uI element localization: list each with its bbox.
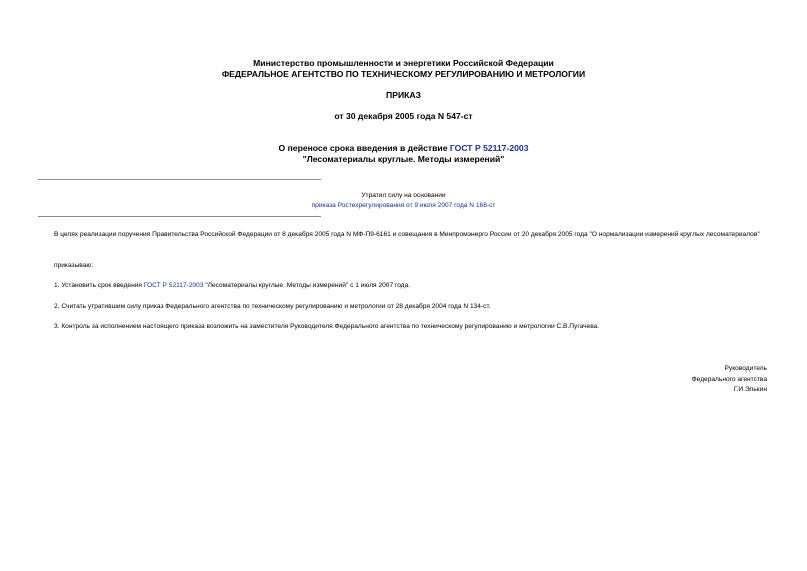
intro-paragraph — [38, 230, 774, 239]
divider-top — [38, 179, 321, 180]
item1-prefix: 1. Установить срок введения — [54, 282, 144, 289]
item-2 — [38, 302, 774, 311]
subject-prefix: О переносе срока введения в действие — [278, 143, 450, 153]
intro-text: В целях реализации поручения Правительства Российской Федерации от 8 декабря 2005 года N МФ-П9-6161 и совещания в Минпромэнерго России от 20 декабря 2005 года "О нормализации измерений круглых лесоматериалов" — [54, 231, 760, 238]
divider-bottom — [38, 216, 321, 217]
repeal-notice-line — [0, 201, 807, 210]
order-word: приказываю: — [54, 262, 94, 269]
date-line: от 30 декабря 2005 года N 547-ст — [334, 111, 473, 121]
subject-title: "Лесоматериалы круглые. Методы измерений" — [302, 154, 505, 164]
ministry-heading: Министерство промышленности и энергетики Российской Федерации — [253, 58, 554, 68]
item3-text: 3. Контроль за исполнением настоящего приказа возложить на заместителя Руководителя Федерального агентства по техническому регулированию и метрологии С.В.Пугачева. — [54, 323, 600, 330]
signature-title: Руководитель — [724, 365, 767, 372]
signature-agency: Федерального агентства — [691, 376, 767, 383]
signature-name: Г.И.Элькин — [733, 386, 767, 393]
item-1 — [38, 281, 774, 290]
item-3 — [38, 322, 774, 331]
item2-text: 2. Считать утратившим силу приказ Федерального агентства по техническому регулированию и метрологии от 28 декабря 2004 года N 134-ст. — [54, 303, 491, 310]
subject-line — [0, 143, 807, 154]
gost-link[interactable]: ГОСТ Р 52117-2003 — [449, 143, 529, 153]
doc-type-heading: ПРИКАЗ — [386, 90, 421, 100]
agency-heading: ФЕДЕРАЛЬНОЕ АГЕНТСТВО ПО ТЕХНИЧЕСКОМУ РЕГУЛИРОВАНИЮ И МЕТРОЛОГИИ — [221, 69, 586, 79]
item1-gost-link[interactable]: ГОСТ Р 52117-2003 — [143, 282, 204, 289]
item1-suffix: "Лесоматериалы круглые. Методы измерений" с 1 июля 2007 года. — [203, 282, 411, 289]
repeal-order-link[interactable]: приказа Ростехрегулирования от 9 июля 2007 года N 168-ст — [311, 202, 496, 209]
repeal-notice-label: Утратил силу на основании — [361, 192, 446, 199]
order-paragraph — [38, 261, 774, 270]
